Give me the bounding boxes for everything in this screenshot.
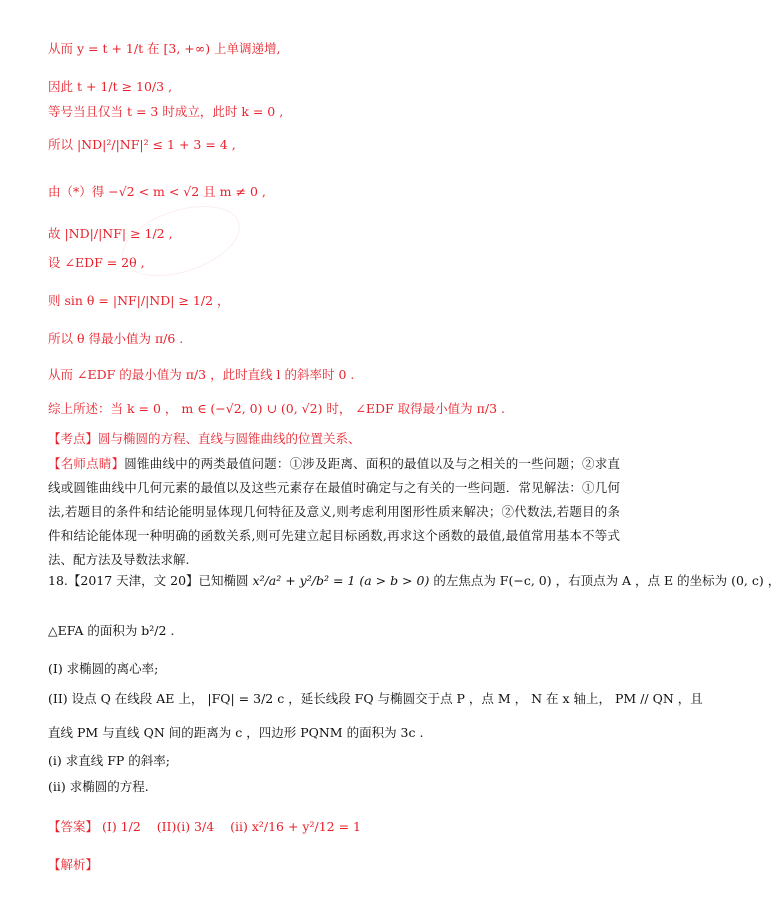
jiexi-tag: 【解析】 <box>48 857 99 872</box>
problem-18-line-2: △EFA 的面积为 b²/2 . <box>48 623 175 638</box>
solution-line-8: 则 sin θ = |NF|/|ND| ≥ 1/2 ， <box>48 293 230 308</box>
dianjing-text: 圆锥曲线中的两类最值问题：①涉及距离、面积的最值以及与之相关的一些问题；②求直线或圆锥曲线中几何元素的最值以及这些元素存在最值时确定与之有关的一些问题．常见解法：①几何法,若题目的条件和结论能明显体现几何特征及意义,则考虑利用图形性质来解决；②代数法,若题目的条件和结论能体现一种明确的函数关系,则可先建立起目标函数,再求这个函数的最值,最值常用基本不等式法、配方法及导数法求解. <box>48 456 620 567</box>
solution-line-4: 所以 |ND|²/|NF|² ≤ 1 + 3 = 4 , <box>48 137 236 152</box>
kaodian-line <box>48 430 618 448</box>
problem-q2b: 直线 PM 与直线 QN 间的距离为 c ，四边形 PQNM 的面积为 3c . <box>48 725 424 740</box>
problem-q1: (I) 求椭圆的离心率; <box>48 661 159 676</box>
problem-head: 18.【2017 天津，文 20】已知椭圆 <box>48 573 249 588</box>
answer-part-3: (ii) x²/16 + y²/12 = 1 <box>230 819 361 834</box>
ellipse-equation: x²/a² + y²/b² = 1 (a > b > 0) <box>252 573 430 588</box>
answer-part-1: (I) 1/2 <box>102 819 141 834</box>
problem-qi: (i) 求直线 FP 的斜率; <box>48 753 170 768</box>
solution-line-3: 等号当且仅当 t = 3 时成立，此时 k = 0 , <box>48 104 284 119</box>
solution-line-11: 综上所述：当 k = 0 ， m ∈ (−√2, 0) ∪ (0, √2) 时， ∠EDF 取得最小值为 π/3 . <box>48 401 505 416</box>
solution-line-5: 由（*）得 −√2 < m < √2 且 m ≠ 0 , <box>48 184 266 199</box>
solution-line-7: 设 ∠EDF = 2θ , <box>48 255 145 270</box>
problem-qii: (ii) 求椭圆的方程. <box>48 779 149 794</box>
answer-part-2: (II)(i) 3/4 <box>156 819 215 834</box>
solution-line-10: 从而 ∠EDF 的最小值为 π/3 ，此时直线 l 的斜率时 0 . <box>48 367 355 382</box>
answer-tag: 【答案】 <box>48 819 99 834</box>
answer-line <box>48 818 618 836</box>
solution-line-9: 所以 θ 得最小值为 π/6 . <box>48 331 184 346</box>
problem-q2a: (II) 设点 Q 在线段 AE 上， |FQ| = 3/2 c ，延长线段 FQ 与椭圆交于点 P ，点 M ， N 在 x 轴上， PM // QN ，且 <box>48 691 703 706</box>
solution-line-6: 故 |ND|/|NF| ≥ 1/2 , <box>48 226 173 241</box>
problem-18-line-1 <box>48 572 780 590</box>
kaodian-text: 圆与椭圆的方程、直线与圆锥曲线的位置关系、 <box>98 431 361 446</box>
solution-line-2: 因此 t + 1/t ≥ 10/3 , <box>48 79 173 94</box>
dianjing-tag: 【名师点睛】 <box>48 456 125 471</box>
problem-rest: 的左焦点为 F(−c, 0) ，右顶点为 A ，点 E 的坐标为 (0, c) ， <box>433 573 780 588</box>
kaodian-tag: 【考点】 <box>48 431 99 446</box>
solution-line-1: 从而 y = t + 1/t 在 [3, +∞) 上单调递增, <box>48 41 281 56</box>
dianjing-paragraph <box>48 452 620 572</box>
